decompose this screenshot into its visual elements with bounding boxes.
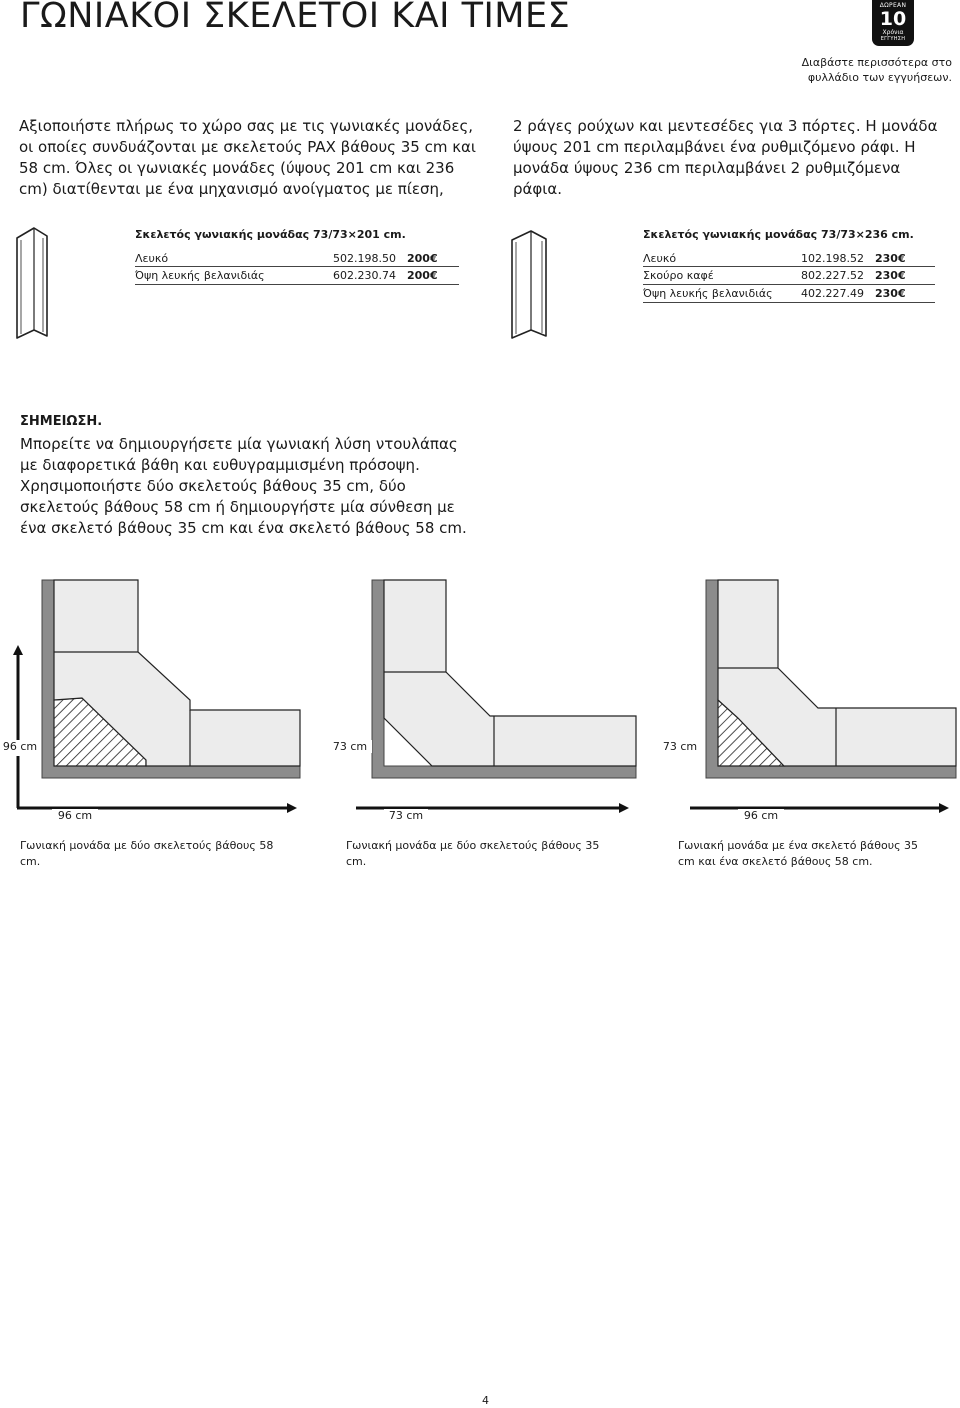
row-divider — [643, 284, 935, 285]
product-title-236: Σκελετός γωνιακής μονάδας 73/73×236 cm. — [643, 228, 914, 241]
product-row — [643, 252, 935, 265]
dimension-horizontal-label: 73 cm — [384, 809, 428, 822]
product-row — [643, 287, 935, 300]
badge-free-label: ΔΩΡΕΑΝ — [879, 2, 907, 9]
product-price: 200€ — [407, 269, 438, 282]
dimension-vertical-label: 73 cm — [328, 740, 372, 753]
diagram-two-58cm-frames — [17, 580, 300, 808]
product-price: 230€ — [875, 287, 906, 300]
product-finish: Όψη λευκής βελανιδιάς — [643, 287, 773, 300]
row-divider — [643, 266, 935, 267]
product-article-number: 102.198.52 — [801, 252, 864, 265]
product-price: 200€ — [407, 252, 438, 265]
row-divider — [643, 302, 935, 303]
page-number: 4 — [482, 1394, 489, 1407]
diagram-caption: Γωνιακή μονάδα με ένα σκελετό βάθους 35 cm και ένα σκελετό βάθους 58 cm. — [678, 839, 919, 868]
guarantee-badge — [872, 0, 914, 46]
intro-left-text: Αξιοποιήστε πλήρως το χώρο σας με τις γωνιακές μονάδες, οι οποίες συνδυάζονται με σκελετούς PAX βάθους 35 cm και 58 cm. Όλες οι γωνιακές μονάδες (ύψους 201 cm και 236 cm) διατίθενται με ένα μηχανισμό ανοίγματος με πίεση, — [19, 117, 477, 198]
product-finish: Λευκό — [643, 252, 677, 265]
product-article-number: 402.227.49 — [801, 287, 864, 300]
product-price: 230€ — [875, 252, 906, 265]
badge-number: 10 — [879, 8, 907, 30]
dimension-vertical-label: 73 cm — [658, 740, 702, 753]
warranty-note: Διαβάστε περισσότερα στο φυλλάδιο των εγγυήσεων. — [801, 56, 952, 84]
page-title: ΓΩΝΙΑΚΟΙ ΣΚΕΛΕΤΟΙ ΚΑΙ ΤΙΜΕΣ — [20, 0, 571, 36]
intro-right-text: 2 ράγες ρούχων και μεντεσέδες για 3 πόρτες. Η μονάδα ύψους 201 cm περιλαμβάνει ένα ρυθμιζόμενο ράφι. Η μονάδα ύψους 236 cm περιλαμβάνει 2 ρυθμιζόμενα ράφια. — [513, 117, 938, 198]
diagram-two-35cm-frames — [356, 580, 636, 808]
product-row — [135, 252, 459, 265]
badge-guarantee-label: ΕΓΓΥΗΣΗ — [880, 36, 906, 42]
product-row — [135, 269, 459, 282]
product-article-number: 802.227.52 — [801, 269, 864, 282]
diagram-caption: Γωνιακή μονάδα με δύο σκελετούς βάθους 35 cm. — [346, 839, 600, 868]
diagram-35cm-and-58cm-frames — [690, 580, 956, 808]
row-divider — [135, 266, 459, 267]
dimension-horizontal-label: 96 cm — [738, 809, 784, 822]
product-finish: Λευκό — [135, 252, 169, 265]
product-finish: Όψη λευκής βελανιδιάς — [135, 269, 265, 282]
note-heading: ΣΗΜΕΙΩΣΗ. — [20, 414, 103, 429]
row-divider — [135, 284, 459, 285]
dimension-horizontal-label: 96 cm — [52, 809, 98, 822]
diagram-caption: Γωνιακή μονάδα με δύο σκελετούς βάθους 58 cm. — [20, 839, 274, 868]
product-row — [643, 269, 935, 282]
product-article-number: 602.230.74 — [333, 269, 396, 282]
corner-wardrobe-236-icon — [509, 228, 549, 344]
corner-wardrobe-201-icon — [14, 224, 50, 344]
note-text: Μπορείτε να δημιουργήσετε μία γωνιακή λύση ντουλάπας με διαφορετικά βάθη και ευθυγραμμισμένη πρόσοψη. Χρησιμοποιήστε δύο σκελετούς βάθους 35 cm, δύο σκελετούς βάθους 58 cm ή δημιουργήστε μία σύνθεση με ένα σκελετό βάθους 35 cm και ένα σκελετό βάθους 58 cm. — [20, 435, 467, 537]
product-title-201: Σκελετός γωνιακής μονάδας 73/73×201 cm. — [135, 228, 406, 241]
dimension-vertical-label: 96 cm — [0, 740, 40, 753]
corner-layout-diagrams — [0, 570, 960, 830]
product-price: 230€ — [875, 269, 906, 282]
badge-years-label: Χρόνια — [882, 29, 904, 36]
product-finish: Σκούρο καφέ — [643, 269, 714, 282]
product-article-number: 502.198.50 — [333, 252, 396, 265]
